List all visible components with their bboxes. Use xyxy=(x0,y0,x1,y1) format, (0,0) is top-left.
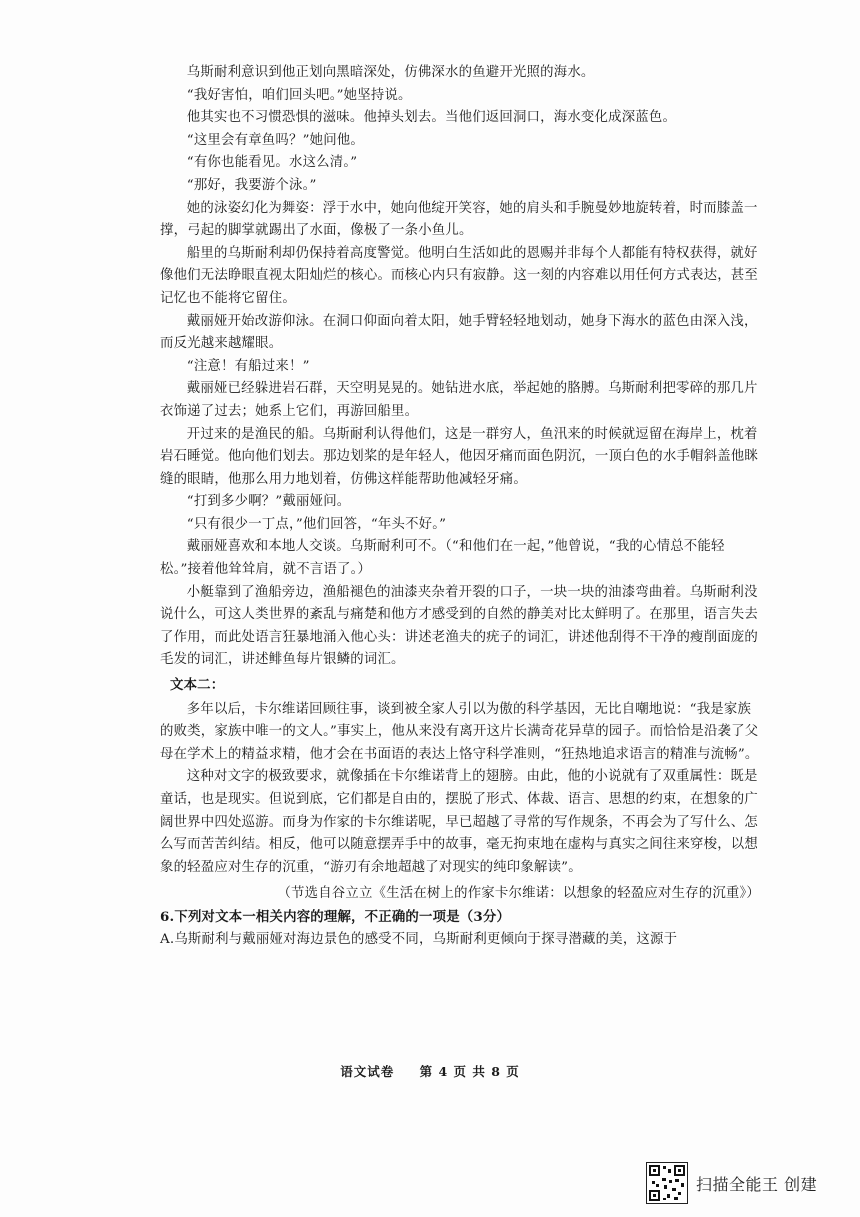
paragraph: 船里的乌斯耐利却仍保持着高度警觉。他明白生活如此的恩赐并非每个人都能有特权获得，就好像他们无法睁眼直视太阳灿烂的核心。而核心内只有寂静。这一刻的内容难以用任何方式表达，甚至记忆也不能将它留住。 xyxy=(160,245,758,306)
scanner-watermark xyxy=(646,1162,817,1204)
page-footer xyxy=(0,1062,860,1080)
paragraph: “这里会有章鱼吗？”她问他。 xyxy=(186,132,364,148)
paragraph: “只有很少一丁点，”他们回答，“年头不好。” xyxy=(186,516,447,532)
watermark-text: 扫描全能王 创建 xyxy=(696,1174,818,1194)
paragraph: “打到多少啊？”戴丽娅问。 xyxy=(186,494,351,510)
paragraph: 她的泳姿幻化为舞姿：浮于水中，她向他绽开笑容，她的肩头和手腕曼妙地旋转着，时而膝盖一撑，弓起的脚掌就踢出了水面，像极了一条小鱼儿。 xyxy=(160,200,758,239)
paragraph: “我好害怕，咱们回头吧。”她坚持说。 xyxy=(186,87,412,103)
paragraph: 他其实也不习惯恐惧的滋味。他掉头划去。当他们返回洞口，海水变化成深蓝色。 xyxy=(186,110,677,126)
option-a: A.乌斯耐利与戴丽娅对海边景色的感受不同，乌斯耐利更倾向于探寻潜藏的美，这源于 xyxy=(160,931,678,947)
paragraph: 乌斯耐利意识到他正划向黑暗深处，仿佛深水的鱼避开光照的海水。 xyxy=(186,65,595,80)
footer-page-info: 第 4 页 共 8 页 xyxy=(419,1064,520,1079)
passage-body xyxy=(160,62,760,951)
paragraph: 戴丽娅开始改游仰泳。在洞口仰面向着太阳，她手臂轻轻地划动，她身下海水的蓝色由深入浅，而反光越来越耀眼。 xyxy=(160,313,758,352)
qr-code-icon xyxy=(646,1162,688,1204)
question-6: 6.下列对文本一相关内容的理解，不正确的一项是（3分） xyxy=(160,908,511,925)
paragraph: 小艇靠到了渔船旁边，渔船褪色的油漆夹杂着开裂的口子，一块一块的油漆弯曲着。乌斯耐利没说什么，可这人类世界的紊乱与痛楚和他方才感受到的自然的静美对比太鲜明了。在那里，语言失去了作用，而此处语言狂暴地涌入他心头：讲述老渔夫的疣子的词汇，讲述他刮得不干净的瘦削面庞的毛发的词汇，讲述鲱鱼每片银鳞的词汇。 xyxy=(160,584,758,668)
paragraph: 多年以后，卡尔维诺回顾往事，谈到被全家人引以为傲的科学基因，无比自嘲地说：“我是家族的败类，家族中唯一的文人。”事实上，他从来没有离开这片长满奇花异草的园子。而恰恰是沿袭了父母在学术上的精益求精，他才会在书面语的表达上恪守科学准则，“狂热地追求语言的精准与流畅”。 xyxy=(160,701,759,762)
paragraph: “那好，我要游个泳。” xyxy=(186,177,317,193)
paragraph: 开过来的是渔民的船。乌斯耐利认得他们，这是一群穷人，鱼汛来的时候就逗留在海岸上，枕着岩石睡觉。他向他们划去。那边划桨的是年轻人，他因牙痛而面色阴沉，一顶白色的水手帽斜盖他眯缝的眼睛，他那么用力地划着，仿佛这样能帮助他减轻牙痛。 xyxy=(160,426,758,487)
paragraph: 戴丽娅喜欢和本地人交谈。乌斯耐利可不。（“和他们在一起，”他曾说，“我的心情总不能轻松。”接着他耸耸肩，就不言语了。） xyxy=(160,539,725,578)
section-heading: 文本二： xyxy=(170,677,225,694)
paragraph: 这种对文字的极致要求，就像插在卡尔维诺背上的翅膀。由此，他的小说就有了双重属性：既是童话，也是现实。但说到底，它们都是自由的，摆脱了形式、体裁、语言、思想的约束，在想象的广阔世界中四处巡游。而身为作家的卡尔维诺呢，早已超越了寻常的写作规条，不再会为了写什么、怎么写而苦苦纠结。相反，他可以随意摆弄手中的故事，毫无拘束地在虚构与真实之间往来穿梭，以想象的轻盈应对生存的沉重，“游刃有余地超越了对现实的纯印象解读”。 xyxy=(160,769,758,875)
paragraph: “注意！有船过来！” xyxy=(186,358,310,374)
source-citation: （节选自谷立立《生活在树上的作家卡尔维诺：以想象的轻盈应对生存的沉重》） xyxy=(277,886,760,902)
paragraph: 戴丽娅已经躲进岩石群，天空明晃晃的。她钻进水底，举起她的胳膊。乌斯耐利把零碎的那几片衣饰递了过去；她系上它们，再游回船里。 xyxy=(160,381,758,419)
footer-subject: 语文试卷 xyxy=(340,1064,395,1079)
paragraph: “有你也能看见。水这么清。” xyxy=(186,155,358,171)
